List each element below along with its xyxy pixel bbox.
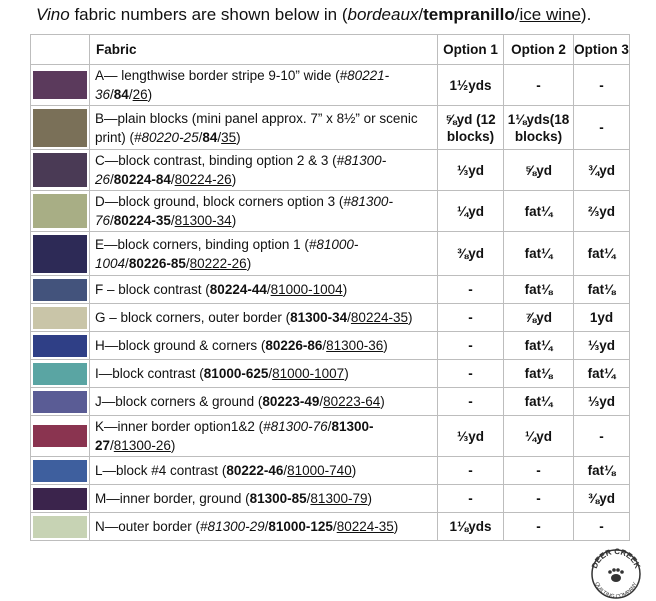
table-row <box>31 513 630 541</box>
option2-cell: ¼yd <box>504 416 574 457</box>
option1-cell: 1⅛yds <box>438 513 504 541</box>
table-row <box>31 416 630 457</box>
option3-cell: ⅔yd <box>574 191 630 232</box>
option3-cell: - <box>574 513 630 541</box>
fabric-numbers-header: Vino fabric numbers are shown below in (bordeaux/tempranillo/ice wine). <box>36 5 592 24</box>
option3-column-header: Option 3 <box>574 35 630 65</box>
logo-top-text: DEER CREEK <box>589 548 643 570</box>
option3-cell: fat⅛ <box>574 276 630 304</box>
table-row <box>31 232 630 276</box>
fabric-description: I—block contrast (81000-625/81000-1007) <box>90 360 438 388</box>
option1-cell: ⅝yd (12 blocks) <box>438 106 504 150</box>
svg-text:QUILTING COMPANY <box>593 581 639 600</box>
fabric-swatch <box>33 460 87 482</box>
option2-cell: fat⅛ <box>504 360 574 388</box>
option2-cell: - <box>504 457 574 485</box>
fabric-description: K—inner border option1&2 (#81300-76/81300-27/81300-26) <box>90 416 438 457</box>
fabric-description: M—inner border, ground (81300-85/81300-79) <box>90 485 438 513</box>
option1-cell: - <box>438 388 504 416</box>
table-row <box>31 65 630 106</box>
fabric-description: N—outer border (#81300-29/81000-125/80224-35) <box>90 513 438 541</box>
fabric-swatch <box>33 488 87 510</box>
table-row <box>31 485 630 513</box>
option2-cell: 1⅛yds(18 blocks) <box>504 106 574 150</box>
option1-cell: 1½yds <box>438 65 504 106</box>
fabric-swatch <box>33 153 87 187</box>
table-row <box>31 150 630 191</box>
option2-column-header: Option 2 <box>504 35 574 65</box>
swatch-cell <box>31 276 90 304</box>
swatch-cell <box>31 304 90 332</box>
fabric-swatch <box>33 109 87 147</box>
fabric-description: D—block ground, block corners option 3 (#81300-76/80224-35/81300-34) <box>90 191 438 232</box>
fabric-description: C—block contrast, binding option 2 & 3 (#81300-26/80224-84/80224-26) <box>90 150 438 191</box>
table-row <box>31 360 630 388</box>
svg-text:DEER CREEK <box>590 548 642 570</box>
swatch-cell <box>31 150 90 191</box>
swatch-header <box>31 35 90 65</box>
swatch-cell <box>31 65 90 106</box>
option2-cell: fat⅛ <box>504 276 574 304</box>
option1-cell: - <box>438 304 504 332</box>
swatch-cell <box>31 513 90 541</box>
swatch-cell <box>31 416 90 457</box>
option2-cell: ⅞yd <box>504 304 574 332</box>
option1-cell: - <box>438 360 504 388</box>
fabric-swatch <box>33 335 87 357</box>
fabric-description: L—block #4 contrast (80222-46/81000-740) <box>90 457 438 485</box>
fabric-swatch <box>33 235 87 273</box>
option2-cell: fat¼ <box>504 332 574 360</box>
swatch-cell <box>31 360 90 388</box>
option2-cell: fat¼ <box>504 232 574 276</box>
fabric-description: G – block corners, outer border (81300-34/80224-35) <box>90 304 438 332</box>
fabric-swatch <box>33 363 87 385</box>
fabric-description: H—block ground & corners (80226-86/81300-36) <box>90 332 438 360</box>
option3-cell: ⅓yd <box>574 332 630 360</box>
fabric-description: F – block contrast (80224-44/81000-1004) <box>90 276 438 304</box>
option3-cell: fat¼ <box>574 360 630 388</box>
swatch-cell <box>31 106 90 150</box>
logo-bottom-text: QUILTING COMPANY <box>593 581 639 600</box>
option3-cell: - <box>574 65 630 106</box>
option3-cell: fat⅛ <box>574 457 630 485</box>
option3-cell: - <box>574 416 630 457</box>
fabric-swatch <box>33 71 87 99</box>
table-header-row <box>31 35 630 65</box>
option3-cell: ⅜yd <box>574 485 630 513</box>
fabric-description: J—block corners & ground (80223-49/80223-64) <box>90 388 438 416</box>
fabric-swatch <box>33 391 87 413</box>
fabric-requirements-table <box>30 34 630 541</box>
fabric-swatch <box>33 425 87 447</box>
fabric-description: A— lengthwise border stripe 9-10” wide (#80221-36/84/26) <box>90 65 438 106</box>
option1-cell: ⅓yd <box>438 416 504 457</box>
option3-cell: ⅓yd <box>574 388 630 416</box>
deer-creek-logo <box>586 548 646 600</box>
option3-cell: fat¼ <box>574 232 630 276</box>
option3-cell: - <box>574 106 630 150</box>
table-row <box>31 191 630 232</box>
option1-cell: ¼yd <box>438 191 504 232</box>
table-row <box>31 332 630 360</box>
option1-cell: - <box>438 485 504 513</box>
option2-cell: fat¼ <box>504 191 574 232</box>
table-row <box>31 304 630 332</box>
paw-print-icon <box>608 568 624 582</box>
option1-cell: ⅜yd <box>438 232 504 276</box>
option1-cell: - <box>438 332 504 360</box>
table-row <box>31 457 630 485</box>
option1-cell: - <box>438 457 504 485</box>
table-row <box>31 388 630 416</box>
option1-cell: ⅓yd <box>438 150 504 191</box>
option2-cell: - <box>504 65 574 106</box>
fabric-description: B—plain blocks (mini panel approx. 7” x 8½” or scenic print) (#80220-25/84/35) <box>90 106 438 150</box>
swatch-cell <box>31 232 90 276</box>
fabric-column-header: Fabric <box>90 35 438 65</box>
option2-cell: ⅝yd <box>504 150 574 191</box>
table-row <box>31 106 630 150</box>
table-row <box>31 276 630 304</box>
swatch-cell <box>31 388 90 416</box>
fabric-swatch <box>33 307 87 329</box>
option3-cell: ¾yd <box>574 150 630 191</box>
option3-cell: 1yd <box>574 304 630 332</box>
fabric-description: E—block corners, binding option 1 (#81000-1004/80226-85/80222-26) <box>90 232 438 276</box>
fabric-swatch <box>33 279 87 301</box>
fabric-swatch <box>33 194 87 228</box>
swatch-cell <box>31 485 90 513</box>
swatch-cell <box>31 332 90 360</box>
option2-cell: fat¼ <box>504 388 574 416</box>
option2-cell: - <box>504 485 574 513</box>
swatch-cell <box>31 457 90 485</box>
fabric-swatch <box>33 516 87 538</box>
swatch-cell <box>31 191 90 232</box>
option2-cell: - <box>504 513 574 541</box>
option1-cell: - <box>438 276 504 304</box>
option1-column-header: Option 1 <box>438 35 504 65</box>
